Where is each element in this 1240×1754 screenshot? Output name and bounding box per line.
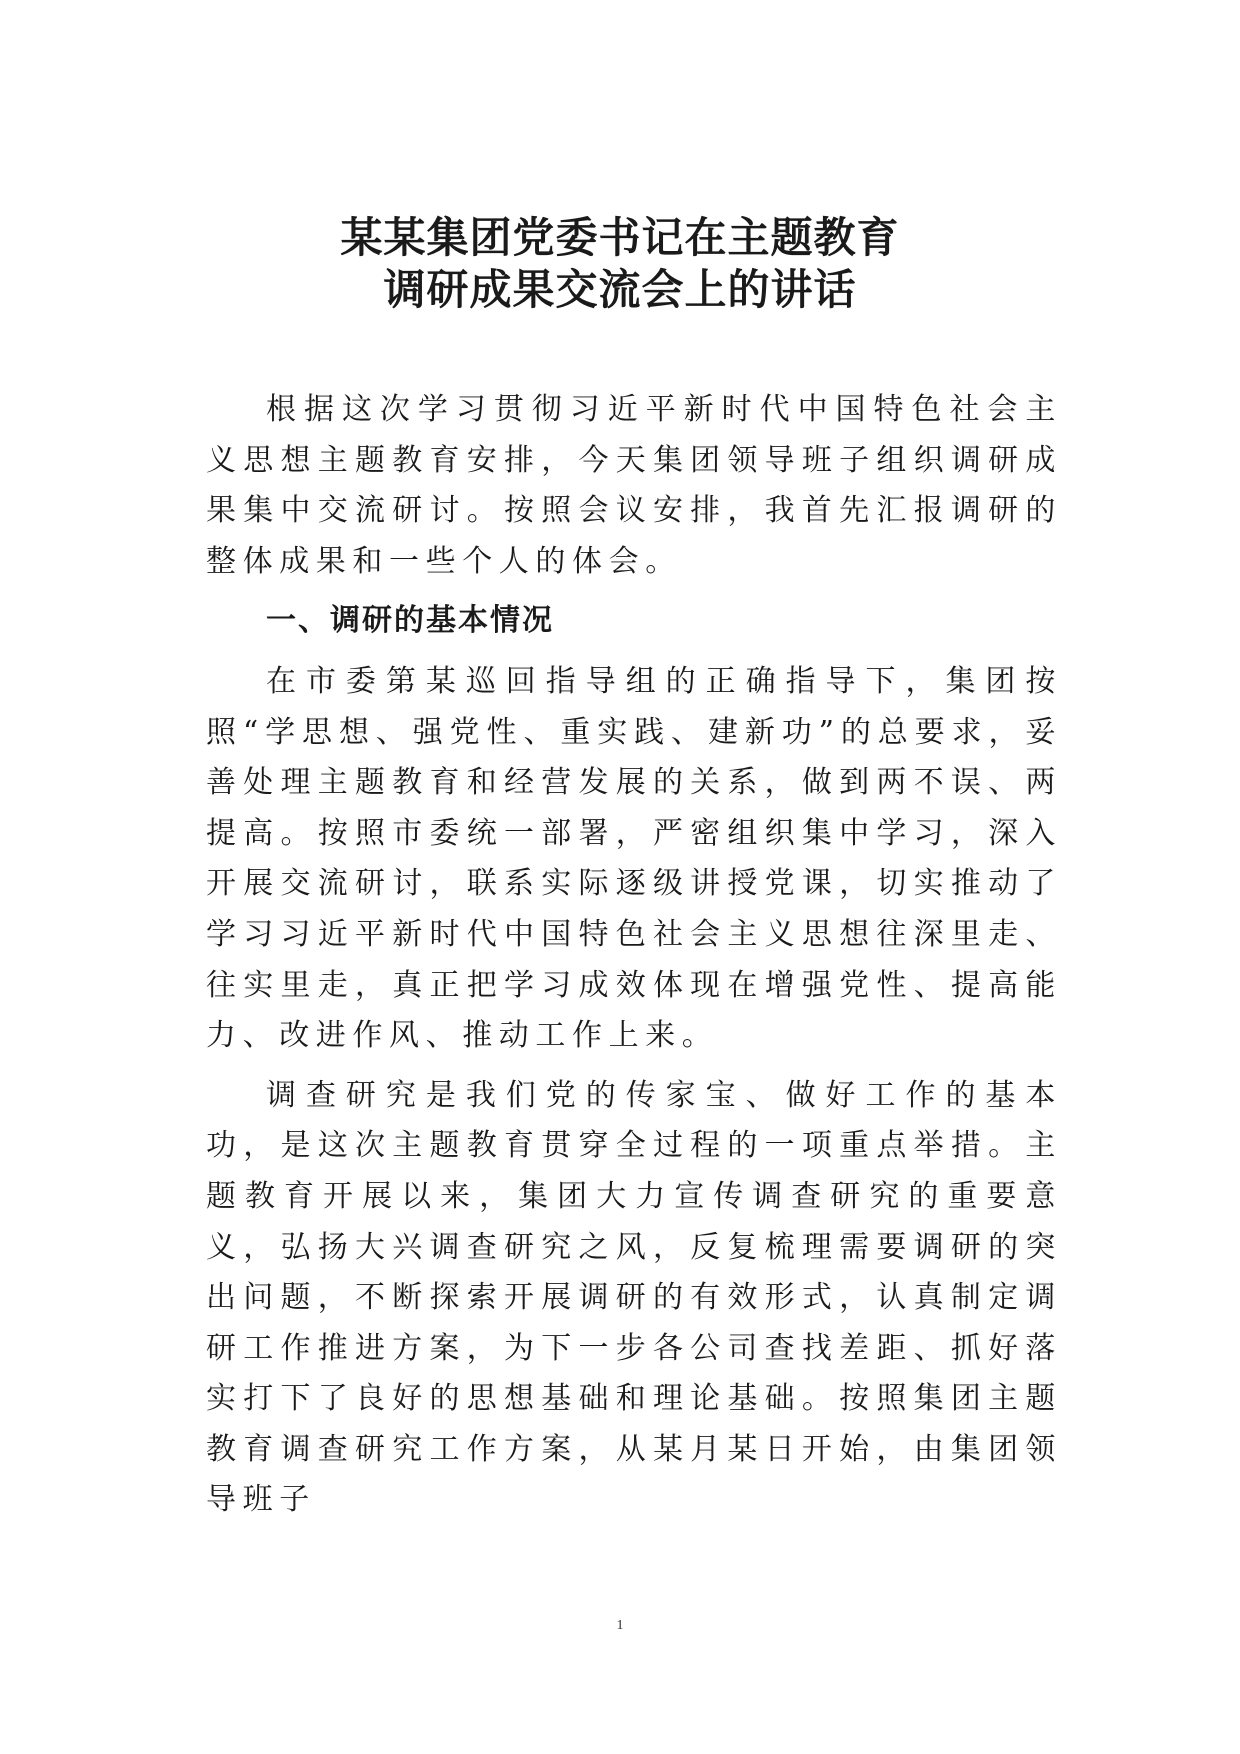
document-title: [180, 212, 1060, 316]
paragraph-research: 调查研究是我们党的传家宝、做好工作的基本功，是这次主题教育贯穿全过程的一项重点举措。主题教育开展以来，集团大力宣传调查研究的重要意义，弘扬大兴调查研究之风，反复梳理需要调研的突出问题，不断探索开展调研的有效形式，认真制定调研工作推进方案，为下一步各公司查找差距、抓好落实打下了良好的思想基础和理论基础。按照集团主题教育调查研究工作方案，从某月某日开始，由集团领导班子: [206, 1077, 1062, 1518]
title-line-2: 调研成果交流会上的讲话: [383, 265, 857, 314]
title-line-1: 某某集团党委书记在主题教育: [340, 213, 900, 262]
page-number: 1: [616, 1618, 624, 1633]
section-heading: 一、调研的基本情况: [266, 603, 554, 639]
paragraph-basic-situation: 在市委第某巡回指导组的正确指导下，集团按照“学思想、强党性、重实践、建新功”的总要求，妥善处理主题教育和经营发展的关系，做到两不误、两提高。按照市委统一部署，严密组织集中学习，深入开展交流研讨，联系实际逐级讲授党课，切实推动了学习习近平新时代中国特色社会主义思想往深里走、往实里走，真正把学习成效体现在增强党性、提高能力、改进作风、推动工作上来。: [206, 663, 1062, 1054]
document-body: [206, 385, 1062, 1535]
paragraph-intro: 根据这次学习贯彻习近平新时代中国特色社会主义思想主题教育安排，今天集团领导班子组织调研成果集中交流研讨。按照会议安排，我首先汇报调研的整体成果和一些个人的体会。: [206, 392, 1062, 579]
